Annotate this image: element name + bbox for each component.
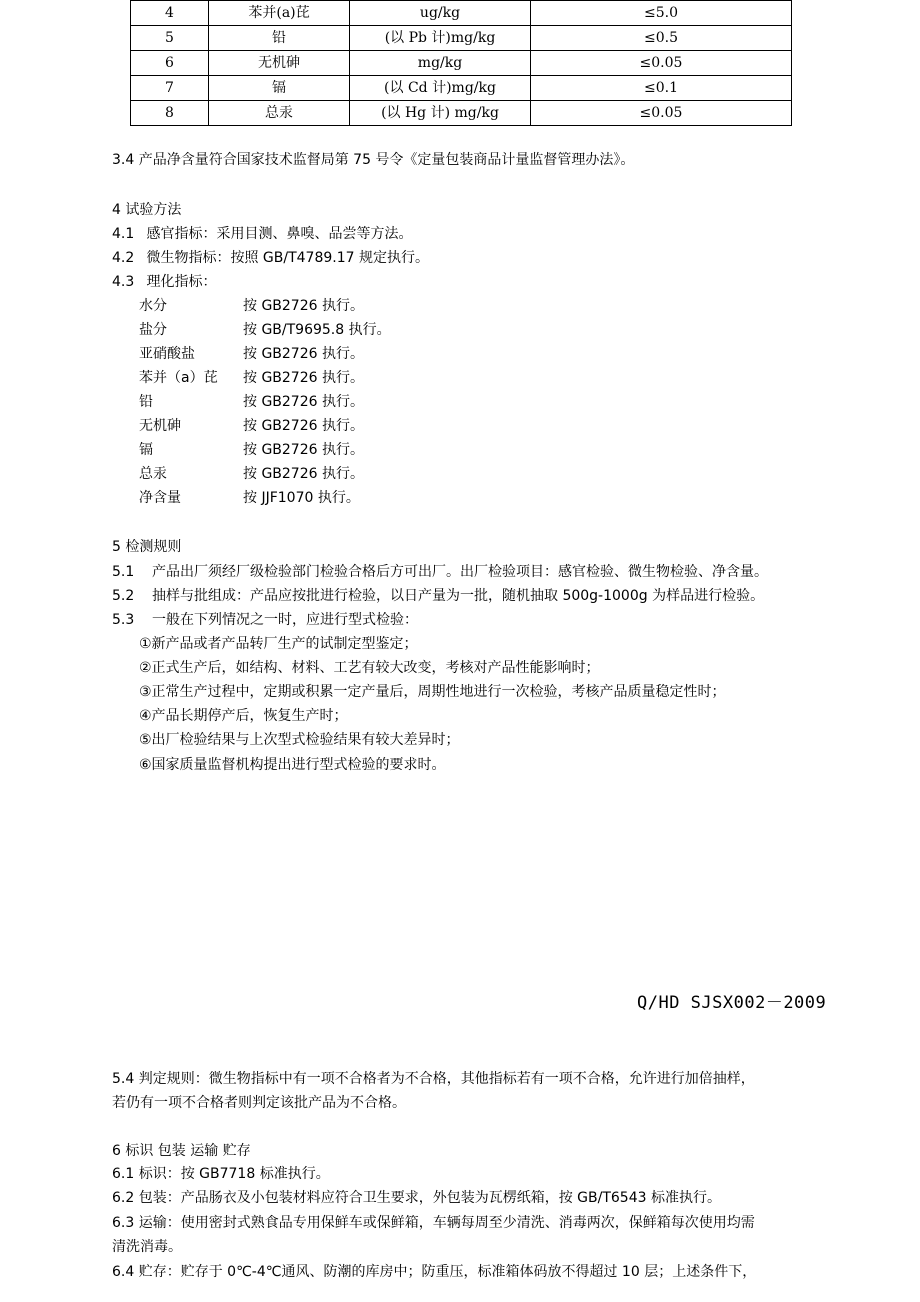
method-row bbox=[139, 416, 364, 436]
clause-text: 抽样与批组成：产品应按批进行检验，以日产量为一批，随机抽取 500g-1000g 为样品进行检验。 bbox=[152, 588, 765, 604]
table-row bbox=[131, 101, 792, 126]
method-name: 苯并（a）芘 bbox=[139, 370, 218, 386]
row-item: 铅 bbox=[209, 26, 350, 51]
clause-number: 4.2 bbox=[112, 250, 135, 266]
row-unit: (以 Pb 计)mg/kg bbox=[350, 26, 531, 51]
method-name: 铅 bbox=[139, 394, 153, 410]
clause-number: 4.3 bbox=[112, 274, 135, 290]
row-limit: ≤5.0 bbox=[531, 1, 792, 26]
clause-number: 5.2 bbox=[112, 588, 135, 604]
row-number: 5 bbox=[131, 26, 209, 51]
method-name: 无机砷 bbox=[139, 418, 181, 434]
row-number: 4 bbox=[131, 1, 209, 26]
section-5-title: 5 检测规则 bbox=[112, 539, 182, 555]
method-name: 亚硝酸盐 bbox=[139, 346, 195, 362]
clause-text: 一般在下列情况之一时，应进行型式检验： bbox=[152, 612, 418, 628]
clause-4-3 bbox=[112, 272, 216, 292]
clause-6-3-line2: 清洗消毒。 bbox=[112, 1239, 182, 1255]
case-item: ⑥国家质量监督机构提出进行型式检验的要求时。 bbox=[139, 757, 446, 773]
row-number: 7 bbox=[131, 76, 209, 101]
limits-table bbox=[130, 0, 792, 126]
method-name: 净含量 bbox=[139, 490, 181, 506]
clause-3-4: 3.4 产品净含量符合国家技术监督局第 75 号令《定量包装商品计量监督管理办法》。 bbox=[112, 152, 635, 168]
row-unit: (以 Cd 计)mg/kg bbox=[350, 76, 531, 101]
clause-text: 微生物指标：按照 GB/T4789.17 规定执行。 bbox=[146, 250, 429, 266]
row-item: 镉 bbox=[209, 76, 350, 101]
row-limit: ≤0.05 bbox=[531, 101, 792, 126]
section-6-title: 6 标识 包装 运输 贮存 bbox=[112, 1143, 251, 1159]
row-number: 8 bbox=[131, 101, 209, 126]
clause-5-4-line2: 若仍有一项不合格者则判定该批产品为不合格。 bbox=[112, 1095, 406, 1111]
method-standard: 按 JJF1070 执行。 bbox=[243, 490, 360, 506]
clause-6-1: 6.1 标识：按 GB7718 标准执行。 bbox=[112, 1166, 330, 1182]
method-name: 镉 bbox=[139, 442, 153, 458]
method-name: 水分 bbox=[139, 298, 167, 314]
table-row bbox=[131, 76, 792, 101]
method-name: 总汞 bbox=[139, 466, 167, 482]
clause-5-1 bbox=[112, 562, 768, 582]
clause-number: 5.3 bbox=[112, 612, 135, 628]
section-4-title: 4 试验方法 bbox=[112, 202, 182, 218]
row-number: 6 bbox=[131, 51, 209, 76]
method-standard: 按 GB2726 执行。 bbox=[243, 346, 364, 362]
clause-4-1 bbox=[112, 224, 412, 244]
table-row bbox=[131, 51, 792, 76]
method-standard: 按 GB/T9695.8 执行。 bbox=[243, 322, 391, 338]
page-header-code: Q/HD SJSX002－2009 bbox=[637, 993, 827, 1013]
clause-number: 5.1 bbox=[112, 564, 135, 580]
method-row bbox=[139, 392, 364, 412]
clause-6-2: 6.2 包装：产品肠衣及小包装材料应符合卫生要求，外包装为瓦楞纸箱，按 GB/T6543 标准执行。 bbox=[112, 1190, 721, 1206]
method-standard: 按 GB2726 执行。 bbox=[243, 394, 364, 410]
method-row bbox=[139, 440, 364, 460]
method-row bbox=[139, 488, 360, 508]
row-unit: ug/kg bbox=[350, 1, 531, 26]
method-row bbox=[139, 344, 364, 364]
method-row bbox=[139, 320, 391, 340]
case-item: ②正式生产后，如结构、材料、工艺有较大改变，考核对产品性能影响时； bbox=[139, 660, 600, 676]
case-item: ⑤出厂检验结果与上次型式检验结果有较大差异时； bbox=[139, 732, 460, 748]
row-limit: ≤0.1 bbox=[531, 76, 792, 101]
table-row bbox=[131, 1, 792, 26]
clause-text: 感官指标：采用目测、鼻嗅、品尝等方法。 bbox=[146, 226, 413, 242]
clause-5-2 bbox=[112, 586, 764, 606]
row-item: 苯并(a)芘 bbox=[209, 1, 350, 26]
method-row bbox=[139, 368, 364, 388]
clause-text: 产品出厂须经厂级检验部门检验合格后方可出厂。出厂检验项目：感官检验、微生物检验、净含量。 bbox=[152, 564, 768, 580]
method-standard: 按 GB2726 执行。 bbox=[243, 442, 364, 458]
row-item: 无机砷 bbox=[209, 51, 350, 76]
method-name: 盐分 bbox=[139, 322, 167, 338]
clause-6-3-line1: 6.3 运输：使用密封式熟食品专用保鲜车或保鲜箱，车辆每周至少清洗、消毒两次，保鲜箱每次使用均需 bbox=[112, 1215, 755, 1231]
method-row bbox=[139, 296, 364, 316]
case-item: ①新产品或者产品转厂生产的试制定型鉴定； bbox=[139, 636, 418, 652]
clause-5-4-line1: 5.4 判定规则：微生物指标中有一项不合格者为不合格，其他指标若有一项不合格，允许进行加倍抽样， bbox=[112, 1071, 755, 1087]
method-standard: 按 GB2726 执行。 bbox=[243, 418, 364, 434]
clause-4-2 bbox=[112, 248, 429, 268]
row-unit: mg/kg bbox=[350, 51, 531, 76]
clause-6-4: 6.4 贮存：贮存于 0℃-4℃通风、防潮的库房中；防重压，标准箱体码放不得超过 10 层；上述条件下， bbox=[112, 1264, 757, 1280]
method-standard: 按 GB2726 执行。 bbox=[243, 466, 364, 482]
clause-5-3 bbox=[112, 610, 418, 630]
table-row bbox=[131, 26, 792, 51]
case-item: ③正常生产过程中，定期或积累一定产量后，周期性地进行一次检验，考核产品质量稳定性时； bbox=[139, 684, 726, 700]
method-standard: 按 GB2726 执行。 bbox=[243, 370, 364, 386]
row-limit: ≤0.05 bbox=[531, 51, 792, 76]
row-item: 总汞 bbox=[209, 101, 350, 126]
row-unit: (以 Hg 计) mg/kg bbox=[350, 101, 531, 126]
case-item: ④产品长期停产后，恢复生产时； bbox=[139, 708, 348, 724]
clause-number: 4.1 bbox=[112, 226, 135, 242]
row-limit: ≤0.5 bbox=[531, 26, 792, 51]
method-standard: 按 GB2726 执行。 bbox=[243, 298, 364, 314]
clause-text: 理化指标： bbox=[146, 274, 217, 290]
method-row bbox=[139, 464, 364, 484]
